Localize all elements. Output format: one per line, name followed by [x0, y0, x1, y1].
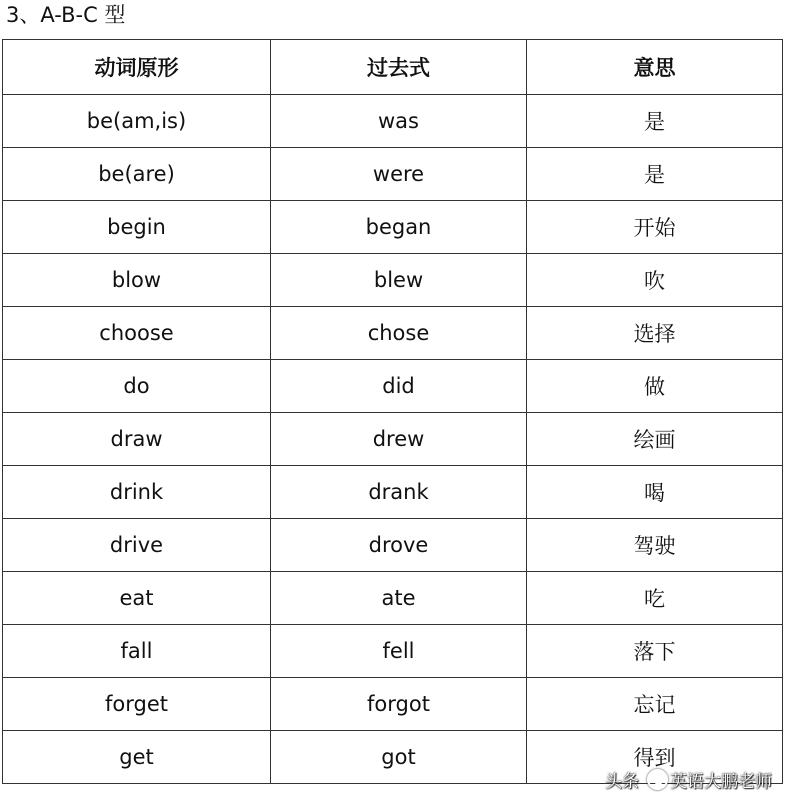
table-row [3, 360, 783, 413]
table-row [3, 413, 783, 466]
base-form-cell: draw [3, 413, 271, 466]
meaning-cell: 是 [527, 148, 783, 201]
base-form-cell: choose [3, 307, 271, 360]
base-form-cell: forget [3, 678, 271, 731]
table-header-row [3, 40, 783, 95]
past-tense-cell: ate [271, 572, 527, 625]
verb-table [2, 39, 783, 784]
table-row [3, 307, 783, 360]
base-form-cell: get [3, 731, 271, 784]
base-form-cell: blow [3, 254, 271, 307]
meaning-cell: 是 [527, 95, 783, 148]
meaning-cell: 做 [527, 360, 783, 413]
table-row [3, 625, 783, 678]
meaning-cell: 选择 [527, 307, 783, 360]
base-form-cell: eat [3, 572, 271, 625]
table-row [3, 201, 783, 254]
table-row [3, 678, 783, 731]
past-tense-cell: fell [271, 625, 527, 678]
table-row [3, 519, 783, 572]
table-row [3, 466, 783, 519]
meaning-cell: 吃 [527, 572, 783, 625]
past-tense-cell: forgot [271, 678, 527, 731]
past-tense-cell: blew [271, 254, 527, 307]
header-base-form: 动词原形 [3, 40, 271, 95]
base-form-cell: be(are) [3, 148, 271, 201]
base-form-cell: drive [3, 519, 271, 572]
meaning-cell: 喝 [527, 466, 783, 519]
table-row [3, 572, 783, 625]
meaning-cell: 吹 [527, 254, 783, 307]
watermark-platform: 头条 [605, 772, 639, 792]
meaning-cell: 落下 [527, 625, 783, 678]
table-row [3, 148, 783, 201]
base-form-cell: fall [3, 625, 271, 678]
table-row [3, 95, 783, 148]
header-meaning: 意思 [527, 40, 783, 95]
past-tense-cell: did [271, 360, 527, 413]
past-tense-cell: chose [271, 307, 527, 360]
meaning-cell: 绘画 [527, 413, 783, 466]
watermark-author: 英语大鹏老师 [670, 772, 772, 792]
table-row [3, 254, 783, 307]
past-tense-cell: began [271, 201, 527, 254]
past-tense-cell: were [271, 148, 527, 201]
meaning-cell: 忘记 [527, 678, 783, 731]
past-tense-cell: drove [271, 519, 527, 572]
section-heading: 3、A-B-C 型 [6, 3, 126, 27]
base-form-cell: do [3, 360, 271, 413]
meaning-cell: 开始 [527, 201, 783, 254]
past-tense-cell: got [271, 731, 527, 784]
base-form-cell: be(am,is) [3, 95, 271, 148]
past-tense-cell: drew [271, 413, 527, 466]
at-icon [647, 769, 668, 790]
watermark [605, 767, 772, 792]
base-form-cell: begin [3, 201, 271, 254]
base-form-cell: drink [3, 466, 271, 519]
past-tense-cell: drank [271, 466, 527, 519]
meaning-cell: 得到 [527, 731, 783, 784]
meaning-cell: 驾驶 [527, 519, 783, 572]
past-tense-cell: was [271, 95, 527, 148]
header-past-tense: 过去式 [271, 40, 527, 95]
